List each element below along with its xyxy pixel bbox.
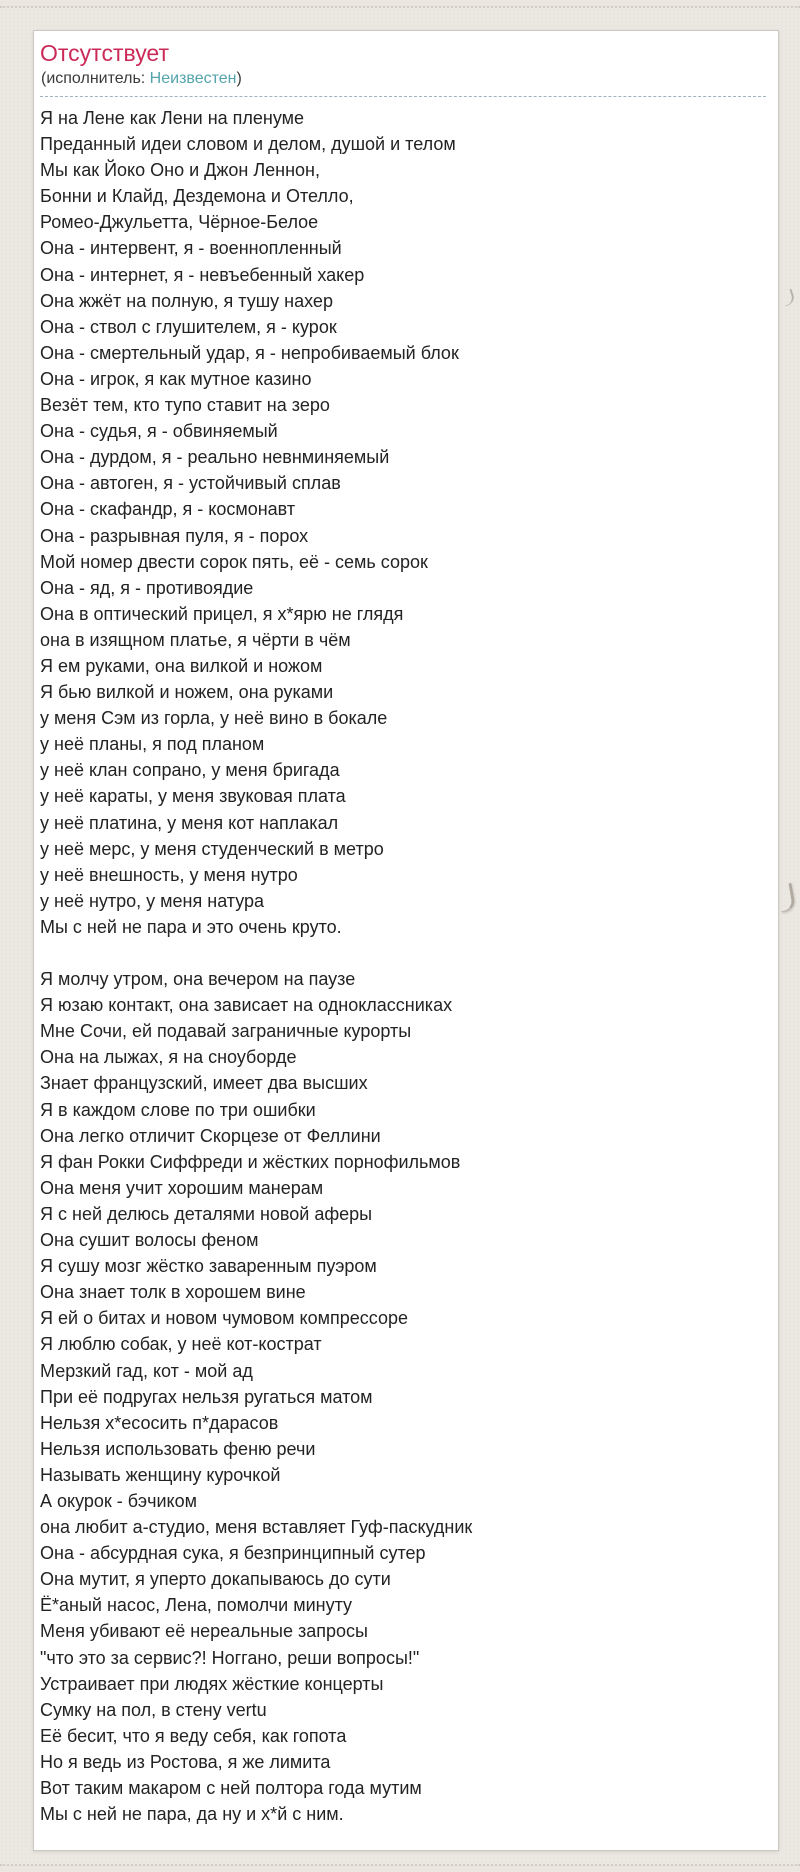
lyric-line: Она - судья, я - обвиняемый	[40, 421, 278, 442]
lyric-line: Она знает толк в хорошем вине	[40, 1282, 306, 1303]
artist-label-prefix: (исполнитель:	[41, 70, 150, 87]
lyric-line: Ё*аный насос, Лена, помолчи минуту	[40, 1595, 353, 1616]
lyric-line: Она - интервент, я - военнопленный	[40, 238, 342, 259]
card-content	[34, 31, 778, 1827]
song-title: Отсутствует	[40, 40, 169, 66]
lyric-line: у неё караты, у меня звуковая плата	[40, 786, 346, 807]
lyric-line: Она мутит, я уперто докапываюсь до сути	[40, 1569, 391, 1590]
lyric-line: у неё внешность, у меня нутро	[40, 864, 298, 885]
lyric-line	[40, 940, 766, 966]
artist-label-suffix: )	[236, 70, 242, 87]
lyric-line: Она - интернет, я - невъебенный хакер	[40, 264, 365, 285]
lyric-line: у неё нутро, у меня натура	[40, 890, 265, 911]
lyric-line: Я в каждом слове по три ошибки	[40, 1099, 316, 1120]
lyric-line: она в изящном платье, я чёрти в чём	[40, 629, 351, 650]
lyric-line: Она - смертельный удар, я - непробиваемый блок	[40, 342, 459, 363]
artist-line	[40, 67, 766, 97]
lyric-line: Мы как Йоко Оно и Джон Леннон,	[40, 160, 320, 181]
lyric-line: Я молчу утром, она вечером на паузе	[40, 969, 356, 990]
lyric-line: "что это за сервис?! Ноггано, реши вопросы!"	[40, 1647, 420, 1668]
lyric-line: Вот таким макаром с ней полтора года мутим	[40, 1778, 422, 1798]
lyric-line: При её подругах нельзя ругаться матом	[40, 1386, 373, 1407]
lyric-line: Мы с ней не пара и это очень круто.	[40, 916, 342, 937]
paper-curl-decoration-1	[781, 289, 796, 307]
artist-link[interactable]: Неизвестен	[149, 70, 237, 87]
lyric-line: Она меня учит хорошим манерам	[40, 1177, 324, 1198]
lyric-line: А окурок - бэчиком	[40, 1490, 197, 1511]
lyric-line: Мерзкий гад, кот - мой ад	[40, 1360, 253, 1381]
lyric-line: Нельзя использовать феню речи	[40, 1438, 316, 1459]
lyric-line: у неё клан сопрано, у меня бригада	[40, 760, 340, 781]
lyric-line: Она - ствол с глушителем, я - курок	[40, 316, 337, 337]
background-dotted-line-bottom	[0, 1864, 800, 1866]
lyric-line: Нельзя х*есосить п*дарасов	[40, 1412, 279, 1433]
lyric-line: Она - игрок, я как мутное казино	[40, 368, 312, 389]
lyric-line: Ромео-Джульетта, Чёрное-Белое	[40, 212, 319, 233]
lyric-line: Преданный идеи словом и делом, душой и телом	[40, 134, 456, 155]
lyric-line: Я ей о битах и новом чумовом компрессоре	[40, 1308, 409, 1329]
lyric-line: Она - дурдом, я - реально невнминяемый	[40, 447, 390, 468]
background-dotted-line-top	[0, 6, 800, 8]
lyric-line: Мы с ней не пара, да ну и х*й с ним.	[40, 1804, 344, 1825]
lyric-line: Она - скафандр, я - космонавт	[40, 499, 296, 520]
lyric-line: Она легко отличит Скорцезе от Феллини	[40, 1125, 381, 1146]
lyric-line: Я люблю собак, у неё кот-кострат	[40, 1334, 322, 1355]
lyric-line: она любит а-студио, меня вставляет Гуф-паскудник	[40, 1517, 473, 1538]
lyric-line: Её бесит, что я веду себя, как гопота	[40, 1725, 347, 1746]
lyric-line: у неё мерс, у меня студенческий в метро	[40, 838, 384, 859]
lyric-line: Она - абсурдная сука, я безпринципный сутер	[40, 1543, 426, 1564]
lyric-line: Я ем руками, она вилкой и ножом	[40, 655, 323, 676]
lyric-line: Она в оптический прицел, я х*ярю не глядя	[40, 603, 404, 624]
lyric-line: Она - разрывная пуля, я - порох	[40, 525, 309, 546]
lyric-line: Называть женщину курочкой	[40, 1464, 281, 1485]
lyric-line: Везёт тем, кто тупо ставит на зеро	[40, 395, 330, 416]
lyrics-card	[33, 30, 779, 1851]
lyric-line: Она - автоген, я - устойчивый сплав	[40, 473, 341, 494]
lyric-line: Я с ней делюсь деталями новой аферы	[40, 1203, 373, 1224]
lyric-line: у неё платина, у меня кот наплакал	[40, 812, 339, 833]
lyrics-text	[40, 105, 766, 1827]
lyric-line: Мой номер двести сорок пять, её - семь сорок	[40, 551, 428, 572]
lyric-line: Но я ведь из Ростова, я же лимита	[40, 1751, 331, 1772]
lyric-line: Мне Сочи, ей подавай заграничные курорты	[40, 1021, 412, 1042]
lyric-line: Бонни и Клайд, Дездемона и Отелло,	[40, 186, 354, 207]
lyric-line: Я юзаю контакт, она зависает на одноклассниках	[40, 995, 453, 1016]
lyric-line: Она сушит волосы феном	[40, 1230, 259, 1251]
lyric-line: Сумку на пол, в стену vertu	[40, 1699, 267, 1720]
lyric-line: Она на лыжах, я на сноуборде	[40, 1047, 297, 1068]
lyric-line: Она - яд, я - противоядие	[40, 577, 254, 598]
lyric-line: Устраивает при людях жёсткие концерты	[40, 1673, 384, 1694]
lyric-line: Она жжёт на полную, я тушу нахер	[40, 290, 333, 311]
lyric-line: у неё планы, я под планом	[40, 734, 265, 755]
lyric-line: Я сушу мозг жёстко заваренным пуэром	[40, 1256, 377, 1277]
lyric-line: Я на Лене как Лени на пленуме	[40, 108, 305, 128]
lyric-line: Я фан Рокки Сиффреди и жёстких порнофильмов	[40, 1151, 461, 1172]
lyric-line: Я бью вилкой и ножем, она руками	[40, 682, 334, 703]
lyric-line: Знает французский, имеет два высших	[40, 1073, 368, 1094]
paper-curl-decoration-2	[777, 883, 797, 913]
lyric-line: у меня Сэм из горла, у неё вино в бокале	[40, 708, 388, 729]
lyric-line: Меня убивают её нереальные запросы	[40, 1621, 368, 1642]
